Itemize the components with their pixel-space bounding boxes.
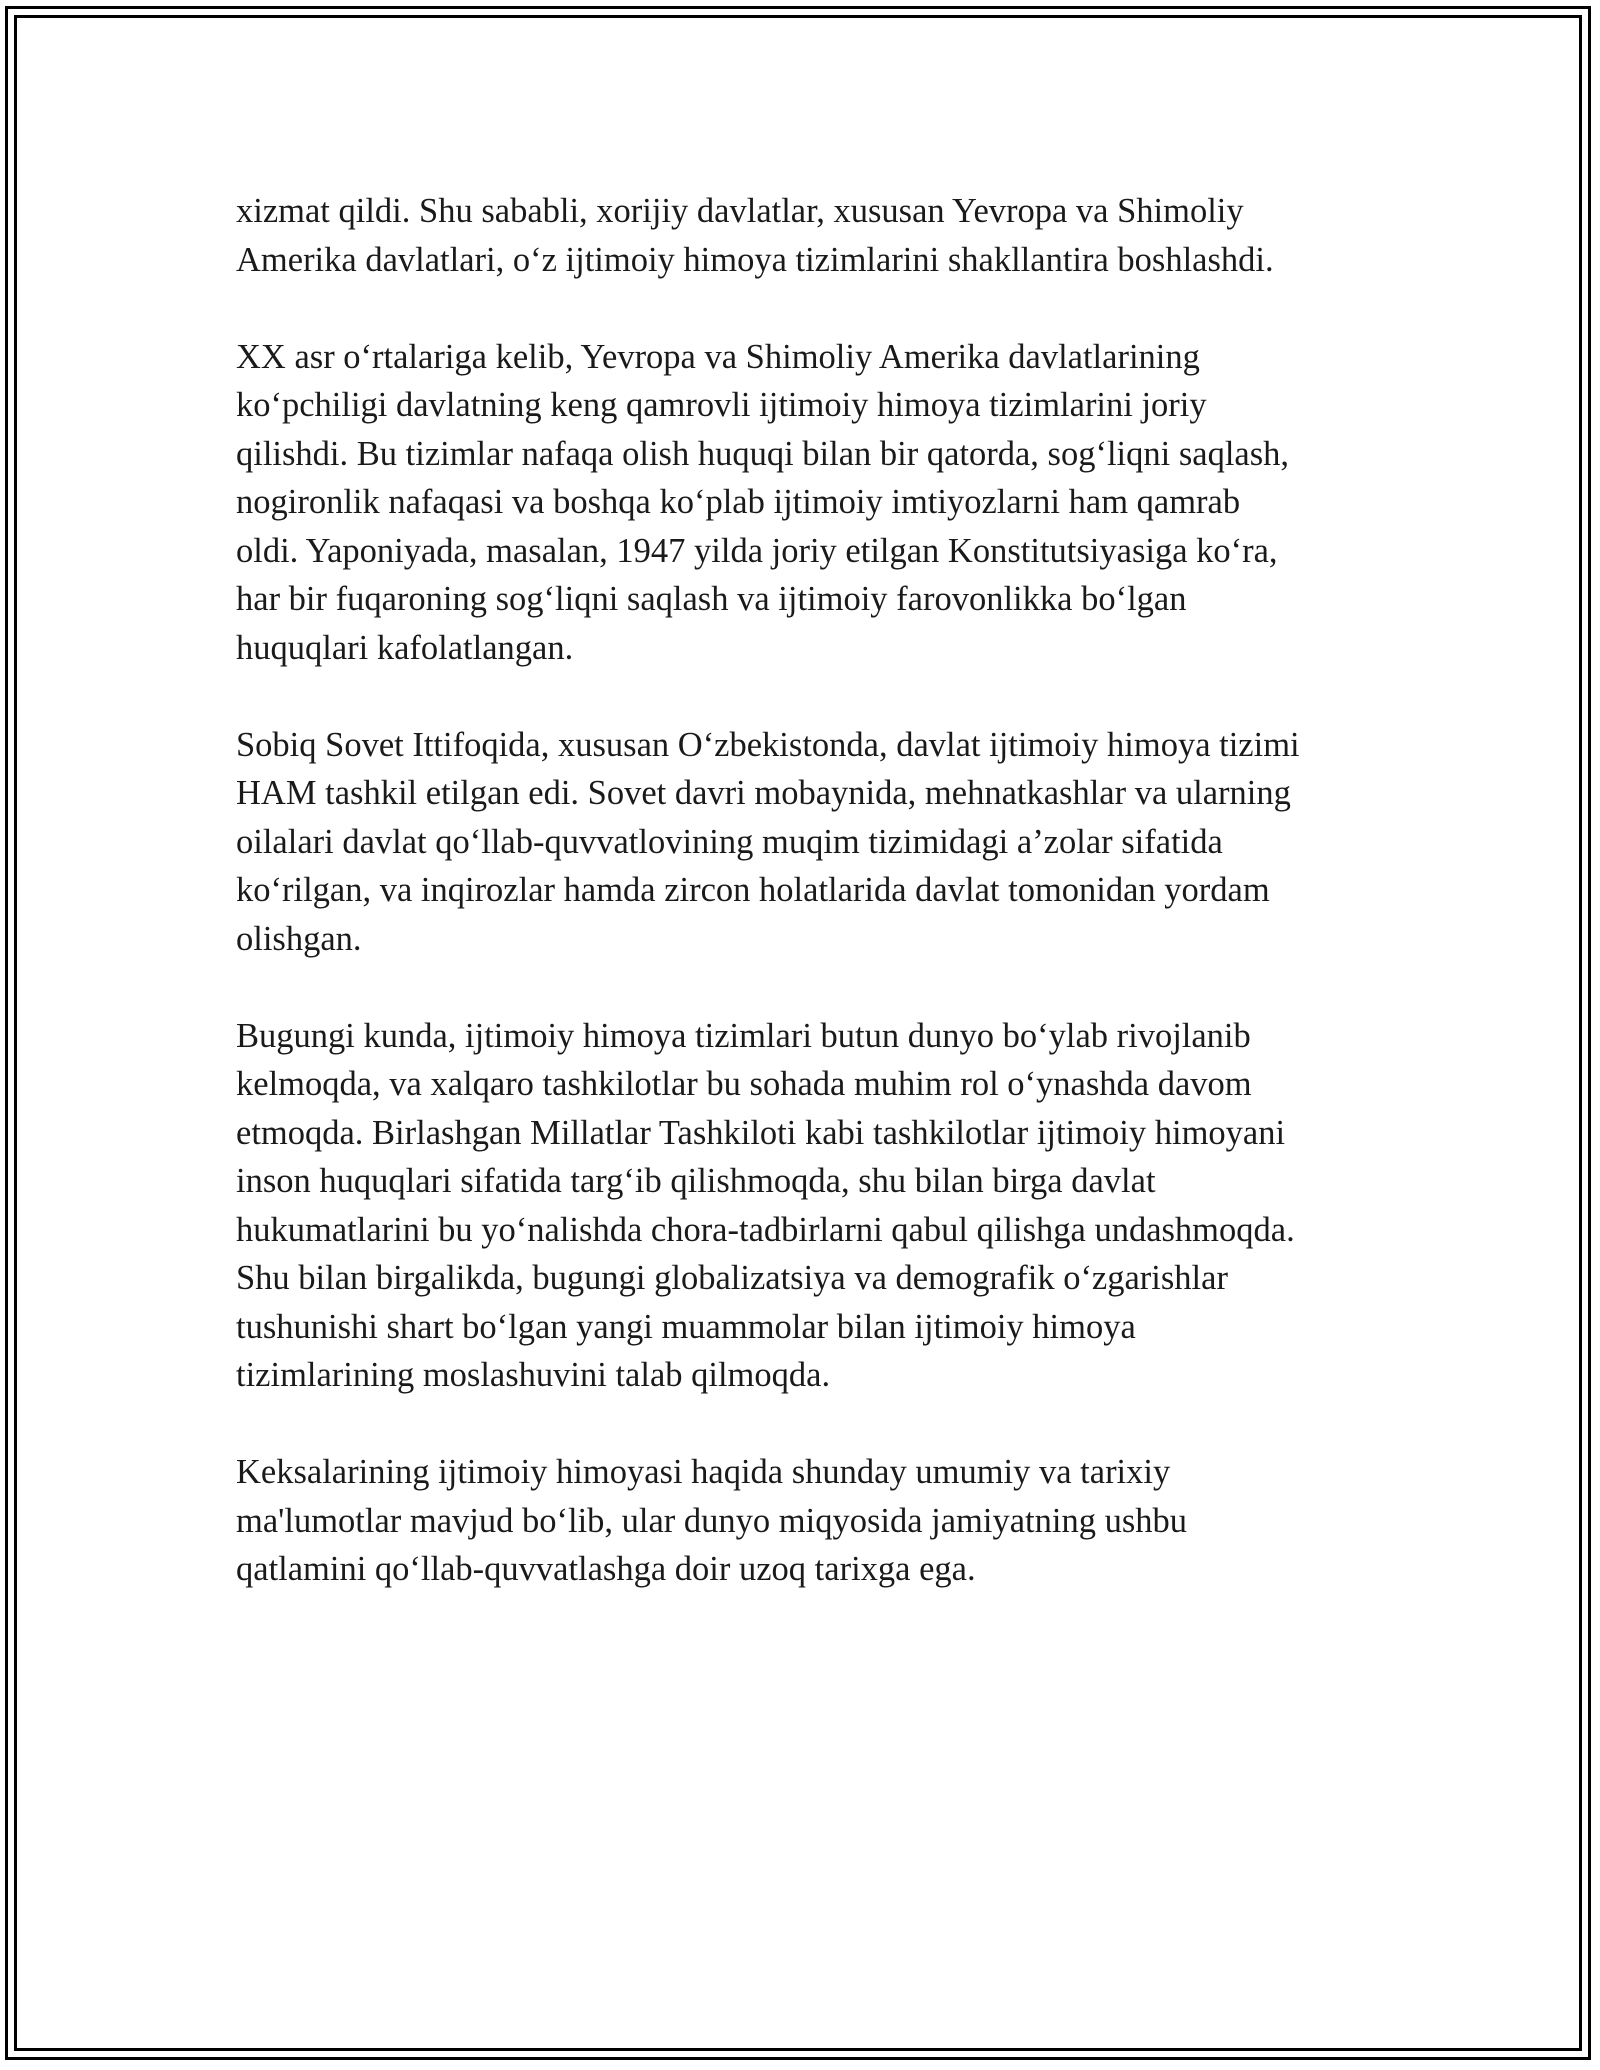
text-line: HAM tashkil etilgan edi. Sovet davri mobaynida, mehnatkashlar va ularning xyxy=(236,774,1291,812)
text-line: tushunishi shart bo‘lgan yangi muammolar bilan ijtimoiy himoya xyxy=(236,1307,1136,1346)
text-line: huquqlari kafolatlangan. xyxy=(236,628,574,667)
paragraph-4 xyxy=(236,1012,1396,1400)
text-line: XX asr o‘rtalariga kelib, Yevropa va Shimoliy Amerika davlatlarining xyxy=(236,337,1200,376)
document-body xyxy=(236,187,1396,1642)
text-line: oilalari davlat qo‘llab-quvvatlovining muqim tizimidagi a’zolar sifatida xyxy=(236,822,1223,861)
paragraph-2 xyxy=(236,333,1396,673)
text-line: qilishdi. Bu tizimlar nafaqa olish huquqi bilan bir qatorda, sog‘liqni saqlash, xyxy=(236,434,1290,473)
text-line: etmoqda. Birlashgan Millatlar Tashkiloti kabi tashkilotlar ijtimoiy himoyani xyxy=(236,1113,1286,1152)
paragraph-1 xyxy=(236,187,1396,284)
text-line: inson huquqlari sifatida targ‘ib qilishmoqda, shu bilan birga davlat xyxy=(236,1162,1156,1200)
paragraph-5 xyxy=(236,1448,1396,1594)
text-line: Bugungi kunda, ijtimoiy himoya tizimlari butun dunyo bo‘ylab rivojlanib xyxy=(236,1016,1251,1055)
text-line: Shu bilan birgalikda, bugungi globalizatsiya va demografik o‘zgarishlar xyxy=(236,1259,1228,1297)
text-line: Amerika davlatlari, o‘z ijtimoiy himoya tizimlarini shakllantira boshlashdi. xyxy=(236,240,1274,279)
text-line: ko‘rilgan, va inqirozlar hamda zircon holatlarida davlat tomonidan yordam xyxy=(236,871,1270,909)
text-line: hukumatlarini bu yo‘nalishda chora-tadbirlarni qabul qilishga undashmoqda. xyxy=(236,1210,1295,1249)
text-line: ko‘pchiligi davlatning keng qamrovli ijtimoiy himoya tizimlarini joriy xyxy=(236,386,1207,424)
text-line: olishgan. xyxy=(236,919,362,958)
text-line: Sobiq Sovet Ittifoqida, xususan O‘zbekistonda, davlat ijtimoiy himoya tizimi xyxy=(236,725,1300,764)
text-line: kelmoqda, va xalqaro tashkilotlar bu sohada muhim rol o‘ynashda davom xyxy=(236,1065,1252,1103)
text-line: xizmat qildi. Shu sababli, xorijiy davlatlar, xususan Yevropa va Shimoliy xyxy=(236,192,1244,230)
text-line: tizimlarining moslashuvini talab qilmoqda. xyxy=(236,1356,831,1394)
text-line: har bir fuqaroning sog‘liqni saqlash va ijtimoiy farovonlikka bo‘lgan xyxy=(236,580,1187,618)
text-line: nogironlik nafaqasi va boshqa ko‘plab ijtimoiy imtiyozlarni ham qamrab xyxy=(236,483,1241,521)
text-line: qatlamini qo‘llab-quvvatlashga doir uzoq tarixga ega. xyxy=(236,1550,976,1588)
text-line: oldi. Yaponiyada, masalan, 1947 yilda joriy etilgan Konstitutsiyasiga ko‘ra, xyxy=(236,531,1278,570)
text-line: ma'lumotlar mavjud bo‘lib, ular dunyo miqyosida jamiyatning ushbu xyxy=(236,1501,1188,1540)
paragraph-3 xyxy=(236,721,1396,964)
text-line: Keksalarining ijtimoiy himoyasi haqida shunday umumiy va tarixiy xyxy=(236,1453,1171,1491)
